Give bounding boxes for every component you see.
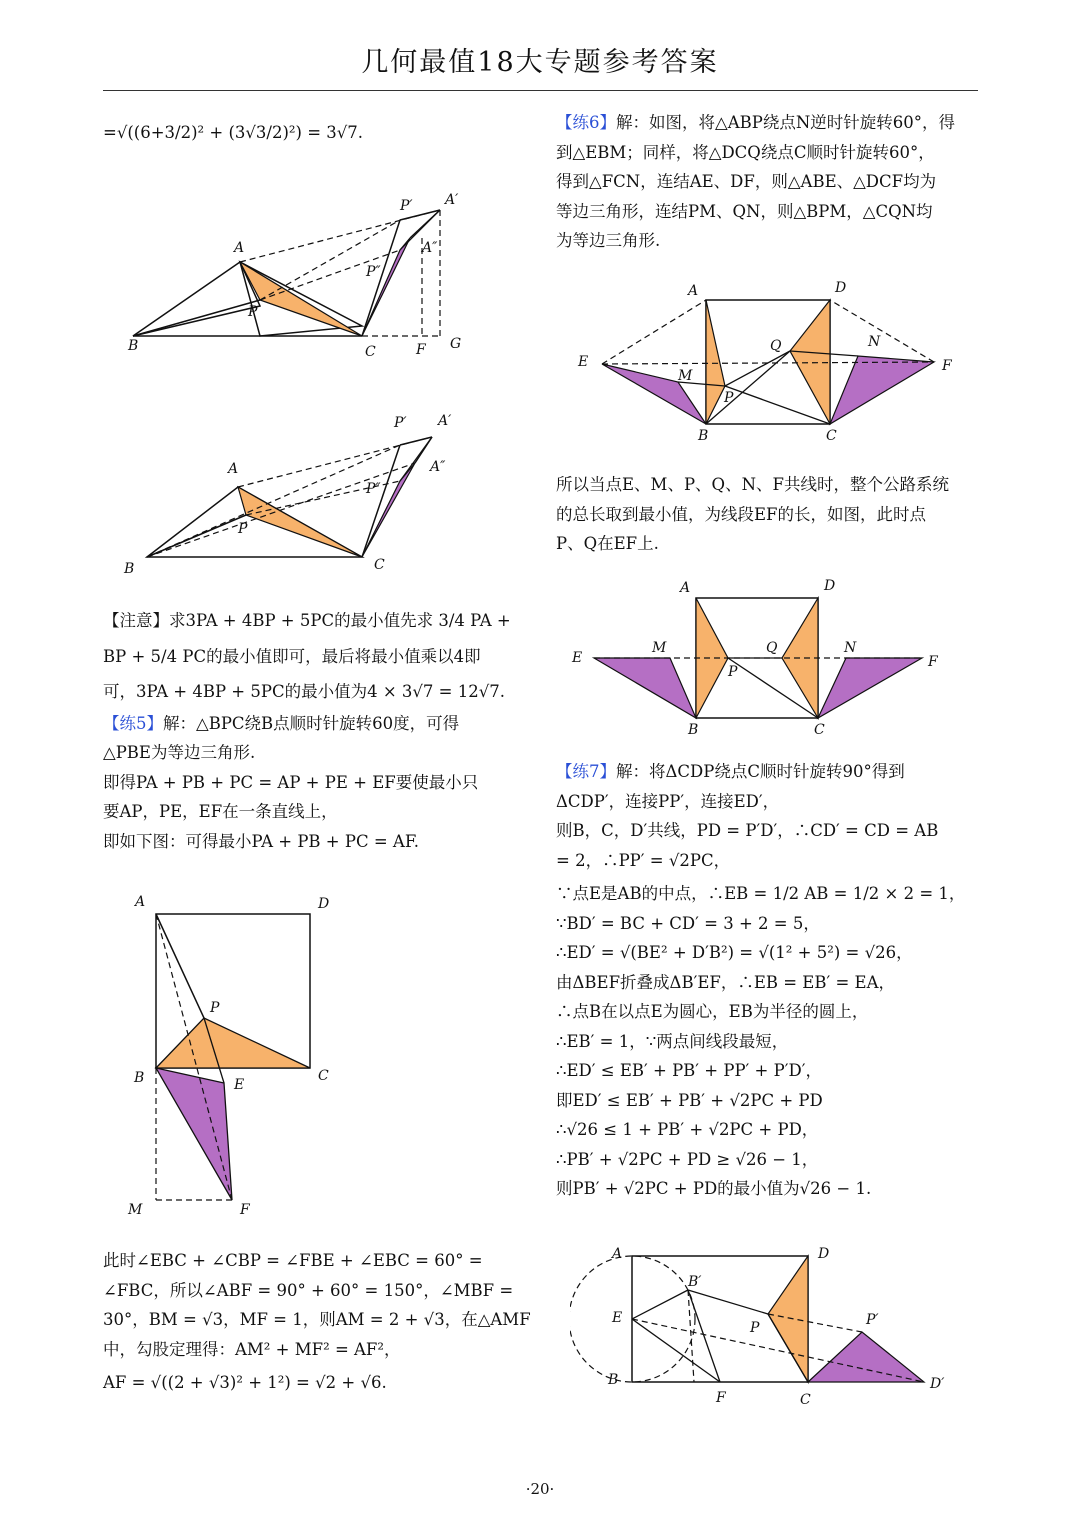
label-F: F: [240, 1202, 250, 1218]
exercise-7-text: 则B，C，D′共线，PD = P′D′，∴CD′ = CD = AB: [556, 821, 939, 840]
conclusion-line: 此时∠EBC + ∠CBP = ∠FBE + ∠EBC = 60° =: [103, 1251, 483, 1270]
label-Q: Q: [766, 640, 778, 656]
label-F: F: [716, 1390, 726, 1406]
exercise-7-text: ∴ED′ = √(BE² + D′B²) = √(1² + 5²) = √26，: [556, 943, 913, 962]
exercise-7-text: ∴EB′ = 1，∵两点间线段最短，: [556, 1031, 789, 1051]
label-B-prime: B′: [688, 1274, 702, 1290]
exercise-5-tag: 【练5】: [103, 713, 163, 733]
label-P: P: [238, 521, 248, 537]
exercise-5-line: [103, 709, 533, 739]
label-A: A: [228, 461, 239, 477]
conclusion-block: [103, 1246, 533, 1398]
label-B: B: [608, 1372, 619, 1388]
label-G: G: [450, 336, 462, 352]
label-D: D: [824, 578, 836, 594]
label-F: F: [416, 342, 426, 358]
exercise-5-text: 要AP，PE，EF在一条直线上，: [103, 802, 338, 821]
exercise-6-text: 得到△FCN，连结AE、DF，则△ABE、△DCF均为: [556, 172, 937, 191]
exercise-7-block: [556, 757, 986, 1204]
label-A: A: [680, 580, 691, 596]
label-A: A: [135, 894, 146, 910]
conclusion-line: AF = √((2 + √3)² + 1²) = √2 + √6.: [103, 1373, 387, 1392]
label-C: C: [318, 1068, 329, 1084]
exercise-5-text: 即得PA + PB + PC = AP + PE + EF要使最小只: [103, 772, 479, 792]
label-F: F: [928, 654, 938, 670]
label-B: B: [698, 428, 709, 444]
label-B: B: [128, 338, 139, 354]
figure-1: [110, 180, 490, 370]
exercise-7-text: ∴ED′ ≤ EB′ + PB′ + PP′ + P′D′，: [556, 1061, 822, 1080]
exercise-7-text: ∴点B在以点E为圆心，EB为半径的圆上，: [556, 1002, 869, 1021]
conclusion-line: 中，勾股定理得：AM² + MF² = AF²，: [103, 1339, 401, 1359]
exercise-7-tag: 【练7】: [556, 762, 616, 781]
exercise-7-text: 解：将ΔCDP绕点C顺时针旋转90°得到: [616, 762, 905, 781]
label-B: B: [134, 1070, 145, 1086]
exercise-6-text: 等边三角形，连结PM、QN，则△BPM，△CQN均: [556, 201, 933, 221]
label-M: M: [128, 1202, 143, 1218]
exercise-7-text: ∴√26 ≤ 1 + PB′ + √2PC + PD，: [556, 1120, 819, 1139]
exercise-7-text: ∴PB′ + √2PC + PD ≥ √26 − 1，: [556, 1149, 819, 1169]
conclusion-line: ∠FBC，所以∠ABF = 90° + 60° = 150°，∠MBF =: [103, 1280, 514, 1300]
conclusion-line: 30°，BM = √3，MF = 1，则AM = 2 + √3，在△AMF: [103, 1310, 531, 1329]
header-rule: [103, 90, 978, 91]
exercise-7-text: 即ED′ ≤ EB′ + PB′ + √2PC + PD: [556, 1090, 823, 1110]
label-Q: Q: [770, 338, 782, 354]
label-P-prime: P′: [866, 1312, 879, 1328]
label-D: D: [835, 280, 847, 296]
label-C: C: [826, 428, 837, 444]
label-D: D: [318, 896, 330, 912]
label-E: E: [234, 1077, 245, 1093]
label-C: C: [374, 557, 385, 573]
exercise-7-text: ∵BD′ = BC + CD′ = 3 + 2 = 5，: [556, 913, 820, 933]
figure-2: [110, 405, 490, 585]
page-header: 几何最值18大专题参考答案: [361, 47, 719, 78]
label-B: B: [124, 561, 135, 577]
exercise-6-text: 到△EBM；同样，将△DCQ绕点C顺时针旋转60°，: [556, 142, 935, 162]
note-line: BP + 5/4 PC的最小值即可，最后将最小值乘以4即: [103, 646, 481, 666]
label-A: A: [612, 1246, 623, 1262]
label-N: N: [844, 640, 857, 656]
exercise-6-tag: 【练6】: [556, 113, 616, 132]
label-P-prime: P′: [400, 198, 413, 214]
label-P-double-prime: P″: [366, 264, 381, 280]
middle-line: 的总长取到最小值，为线段EF的长，如图，此时点: [556, 504, 926, 524]
label-E: E: [578, 354, 589, 370]
label-A-double-prime: A″: [422, 240, 438, 256]
exercise-6-text: 为等边三角形.: [556, 231, 661, 250]
label-C: C: [800, 1392, 811, 1406]
exercise-7-text: ΔCDP′，连接PP′，连接ED′，: [556, 791, 780, 811]
exercise-6-line: [556, 108, 986, 138]
label-D-prime: D′: [930, 1376, 945, 1392]
label-P: P: [248, 304, 258, 320]
middle-line: 所以当点E、M、P、Q、N、F共线时，整个公路系统: [556, 475, 949, 494]
top-equation: [103, 118, 533, 148]
label-A: A: [234, 240, 245, 256]
page-number: ·20·: [525, 1480, 555, 1498]
label-P-prime: P′: [394, 415, 407, 431]
equation-line: =√((6+3/2)² + (3√3/2)²) = 3√7.: [103, 123, 364, 142]
label-P: P: [750, 1320, 760, 1336]
label-C: C: [814, 722, 825, 738]
label-A-prime: A′: [438, 413, 452, 429]
figure-3: [120, 888, 350, 1223]
label-F: F: [942, 358, 952, 374]
note-line: 可，3PA + 4BP + 5PC的最小值为4 × 3√7 = 12√7.: [103, 682, 505, 701]
label-P-double-prime: P″: [366, 481, 381, 497]
exercise-7-text: 由ΔBEF折叠成ΔB′EF，∴EB = EB′ = EA，: [556, 972, 895, 992]
figure-4: [570, 278, 970, 450]
exercise-6-block: [556, 108, 986, 256]
exercise-7-text: = 2，∴PP′ = √2PC，: [556, 850, 731, 870]
note-block: [103, 606, 533, 856]
label-N: N: [868, 334, 881, 350]
figure-5: [560, 574, 970, 742]
exercise-7-text: ∵点E是AB的中点，∴EB = 1/2 AB = 1/2 × 2 = 1，: [556, 884, 966, 903]
label-A-double-prime: A″: [430, 459, 446, 475]
middle-block: [556, 470, 986, 559]
label-M: M: [652, 640, 667, 656]
label-D: D: [818, 1246, 830, 1262]
exercise-5-text: 即如下图：可得最小PA + PB + PC = AF.: [103, 831, 419, 851]
label-P: P: [728, 664, 738, 680]
exercise-7-line: [556, 757, 986, 787]
label-E: E: [612, 1310, 623, 1326]
exercise-5-text: △PBE为等边三角形.: [103, 743, 256, 762]
exercise-5-text: 解：△BPC绕B点顺时针旋转60度，可得: [163, 713, 460, 733]
exercise-7-text: 则PB′ + √2PC + PD的最小值为√26 − 1.: [556, 1179, 872, 1198]
label-E: E: [572, 650, 583, 666]
middle-line: P、Q在EF上.: [556, 534, 659, 553]
label-A-prime: A′: [445, 192, 459, 208]
exercise-6-text: 解：如图，将△ABP绕点N逆时针旋转60°，得: [616, 113, 956, 132]
label-P: P: [724, 390, 734, 406]
label-M: M: [678, 368, 693, 384]
label-P: P: [210, 1000, 220, 1016]
label-C: C: [365, 344, 376, 360]
label-A: A: [688, 283, 699, 299]
note-line: 【注意】求3PA + 4BP + 5PC的最小值先求 3/4 PA +: [103, 611, 511, 630]
label-B: B: [688, 722, 699, 738]
figure-6: [570, 1236, 970, 1406]
